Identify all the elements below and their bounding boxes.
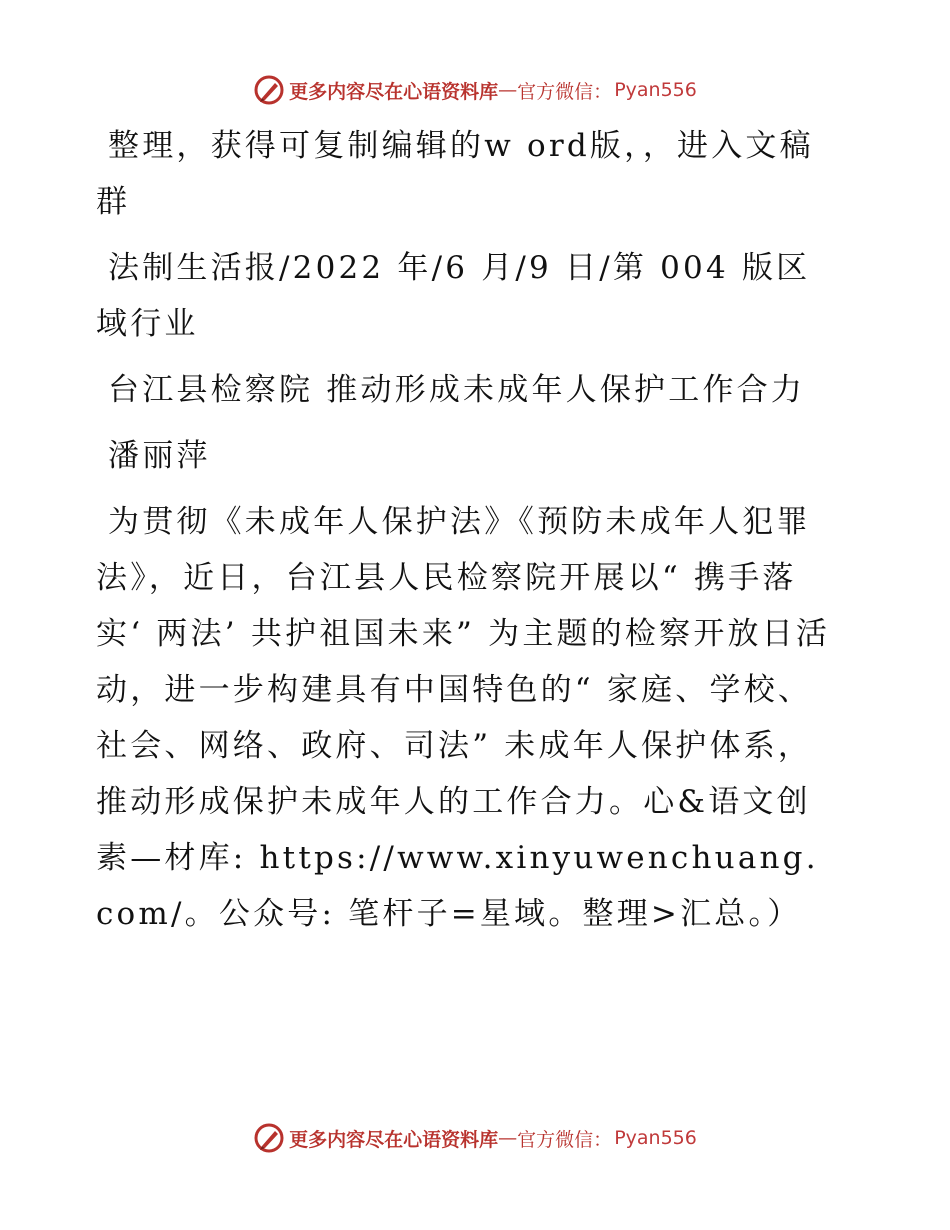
banner-main-text: 更多内容尽在心语资料库	[289, 80, 499, 103]
source-line: 法制生活报/2022 年/6 月/9 日/第 004 版区域行业	[96, 250, 811, 342]
header-banner[interactable]	[0, 70, 950, 110]
article-author: 潘丽萍	[108, 438, 211, 474]
pen-logo-icon	[253, 1122, 285, 1154]
banner-main-text: 更多内容尽在心语资料库	[289, 1128, 499, 1151]
document-body	[96, 118, 836, 952]
footer-banner[interactable]	[0, 1118, 950, 1158]
banner-wechat-id: Pyan556	[614, 79, 697, 101]
banner-separator: —	[498, 1127, 518, 1149]
banner-separator: —	[498, 79, 518, 101]
article-title: 台江县检察院 推动形成未成年人保护工作合力	[108, 372, 806, 408]
banner-wechat-label: 官方微信：	[517, 80, 613, 103]
article-body: 为贯彻《未成年人保护法》《预防未成年人犯罪法》，近日，台江县人民检察院开展以“ 携手落实‘ 两法’ 共护祖国未来” 为主题的检察开放日活动，进一步构建具有中国特色的“ 家庭、学校、社会、网络、政府、司法” 未成年人保护体系，推动形成保护未成年人的工作合力。心&语文创素—材库: https://www.xinyuwenchuang.com/。公众号: 笔杆子=星域。整理>汇总。）	[96, 504, 831, 932]
intro-paragraph: 整理，获得可复制编辑的w ord版，，进入文稿群	[96, 128, 814, 220]
banner-wechat-label: 官方微信：	[517, 1128, 613, 1151]
pen-logo-icon	[253, 74, 285, 106]
banner-wechat-id: Pyan556	[614, 1127, 697, 1149]
